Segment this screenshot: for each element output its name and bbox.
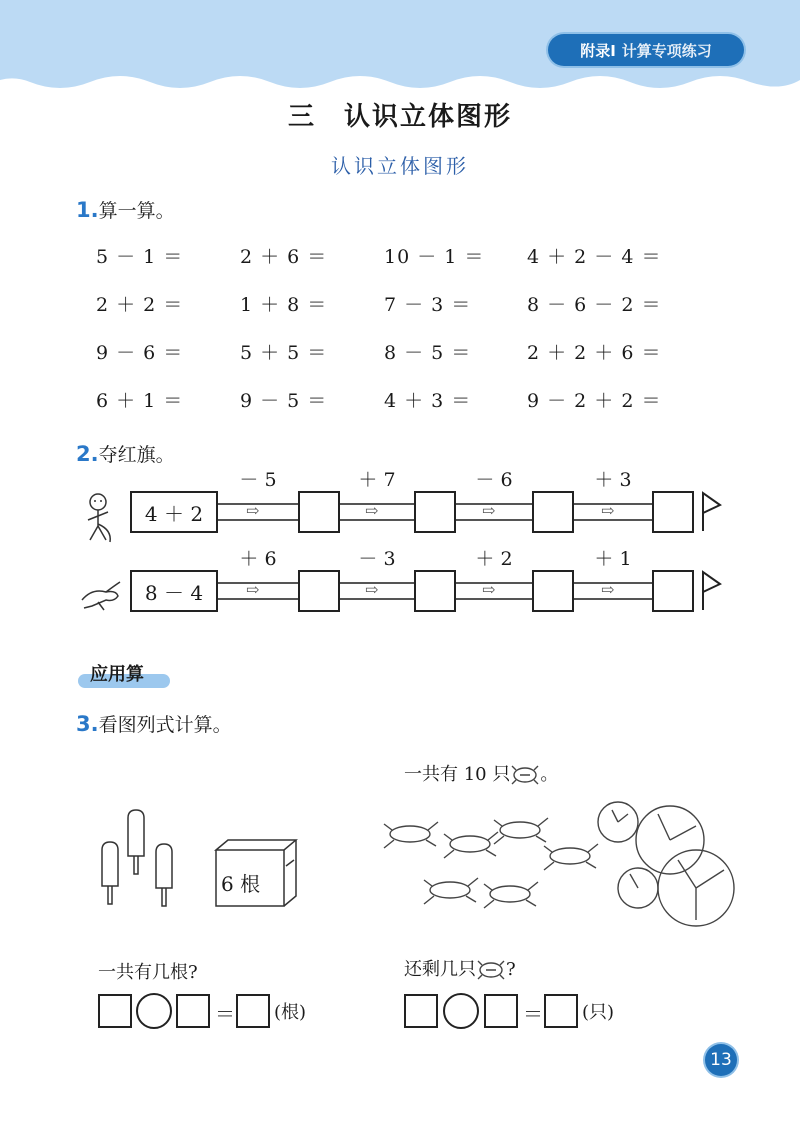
q1-expression: 8 － 6 － 2 ＝ (527, 294, 662, 316)
flag-icon (700, 489, 724, 533)
page-title (0, 96, 800, 133)
header-tag (548, 34, 744, 66)
q1-expression: 4 ＋ 3 ＝ (384, 390, 472, 412)
q2-heading (76, 440, 175, 467)
q1-expression: 8 － 5 ＝ (384, 342, 472, 364)
right-equals: ＝ (523, 1002, 543, 1026)
chain-answer-box[interactable] (652, 491, 694, 533)
flag-icon (700, 568, 724, 612)
left-operator-circle[interactable] (136, 993, 172, 1029)
right-arrow-icon: ⇨ (246, 580, 260, 599)
chain-operation: － 5 (239, 469, 277, 491)
right-arrow-icon: ⇨ (601, 501, 615, 520)
q1-expression: 9 － 5 ＝ (240, 390, 328, 412)
chapter-number: 三 (287, 102, 316, 132)
chain-operation: ＋ 2 (475, 548, 513, 570)
right-answer-box-2[interactable] (484, 994, 518, 1028)
frogs-caption (404, 760, 558, 786)
q2-title: 夺红旗。 (98, 444, 175, 466)
q1-number: 1. (76, 198, 99, 222)
chain-answer-box[interactable] (298, 491, 340, 533)
right-arrow-icon: ⇨ (482, 501, 496, 520)
q3-title: 看图列式计算。 (98, 714, 232, 736)
left-answer-box-3[interactable] (236, 994, 270, 1028)
q1-expression: 6 ＋ 1 ＝ (96, 390, 184, 412)
monkey-icon (80, 490, 120, 546)
q1-heading (76, 196, 175, 223)
right-question-pre: 还剩几只 (404, 959, 476, 980)
q1-expression: 9 － 2 ＋ 2 ＝ (527, 390, 662, 412)
left-answer-box-1[interactable] (98, 994, 132, 1028)
q1-expression: 5 － 1 ＝ (96, 246, 184, 268)
caption-end: 。 (540, 764, 559, 785)
page-number: 13 (705, 1044, 737, 1076)
q1-expression: 2 ＋ 2 ＝ (96, 294, 184, 316)
chain-answer-box[interactable] (532, 491, 574, 533)
chain-operation: ＋ 1 (594, 548, 632, 570)
q1-expression: 2 ＋ 6 ＝ (240, 246, 328, 268)
q2-number: 2. (76, 442, 99, 466)
q1-expression: 7 － 3 ＝ (384, 294, 472, 316)
caption-pre: 一共有 (404, 764, 458, 785)
right-answer-box-3[interactable] (544, 994, 578, 1028)
right-arrow-icon: ⇨ (601, 580, 615, 599)
chapter-title: 认识立体图形 (344, 102, 513, 132)
q1-expression: 1 ＋ 8 ＝ (240, 294, 328, 316)
chain-answer-box[interactable] (532, 570, 574, 612)
chain-operation: － 3 (358, 548, 396, 570)
frog-icon (476, 959, 506, 981)
box-label: 6 根 (221, 872, 261, 896)
left-equals: ＝ (215, 1002, 235, 1026)
caption-num: 10 (463, 764, 487, 785)
right-question (404, 955, 516, 981)
chain-answer-box[interactable] (298, 570, 340, 612)
chain-start-box: 4 ＋ 2 (130, 491, 218, 533)
chain-answer-box[interactable] (414, 570, 456, 612)
chain-start-box: 8 － 4 (130, 570, 218, 612)
right-operator-circle[interactable] (443, 993, 479, 1029)
left-answer-box-2[interactable] (176, 994, 210, 1028)
popsicles-illustration (96, 808, 186, 908)
q1-expression: 2 ＋ 2 ＋ 6 ＝ (527, 342, 662, 364)
q1-title: 算一算。 (98, 200, 175, 222)
right-question-end: ? (506, 959, 516, 980)
right-arrow-icon: ⇨ (365, 501, 379, 520)
header-tag-right: 计算专项练习 (621, 41, 712, 60)
q1-expression: 9 － 6 ＝ (96, 342, 184, 364)
left-unit: (根) (274, 1002, 307, 1023)
section-label (78, 660, 170, 686)
right-arrow-icon: ⇨ (482, 580, 496, 599)
q1-expression: 10 － 1 ＝ (384, 246, 485, 268)
chain-answer-box[interactable] (414, 491, 456, 533)
right-arrow-icon: ⇨ (365, 580, 379, 599)
chain-operation: － 6 (475, 469, 513, 491)
q1-expression: 5 ＋ 5 ＝ (240, 342, 328, 364)
chain-operation: ＋ 7 (358, 469, 396, 491)
left-question: 一共有几根? (98, 962, 198, 983)
chain-operation: ＋ 6 (239, 548, 277, 570)
frogs-illustration (378, 800, 778, 930)
right-arrow-icon: ⇨ (246, 501, 260, 520)
section-label-text: 应用算 (90, 664, 144, 685)
chain-operation: ＋ 3 (594, 469, 632, 491)
q1-expression: 4 ＋ 2 － 4 ＝ (527, 246, 662, 268)
caption-post: 只 (492, 764, 511, 785)
q3-number: 3. (76, 712, 99, 736)
section-subtitle: 认识立体图形 (331, 154, 469, 178)
q3-heading (76, 710, 232, 737)
frog-icon (510, 764, 540, 786)
right-answer-box-1[interactable] (404, 994, 438, 1028)
chain-answer-box[interactable] (652, 570, 694, 612)
header-tag-left: 附录Ⅰ (580, 41, 616, 60)
right-unit: (只) (582, 1002, 615, 1023)
rabbit-icon (78, 578, 124, 612)
